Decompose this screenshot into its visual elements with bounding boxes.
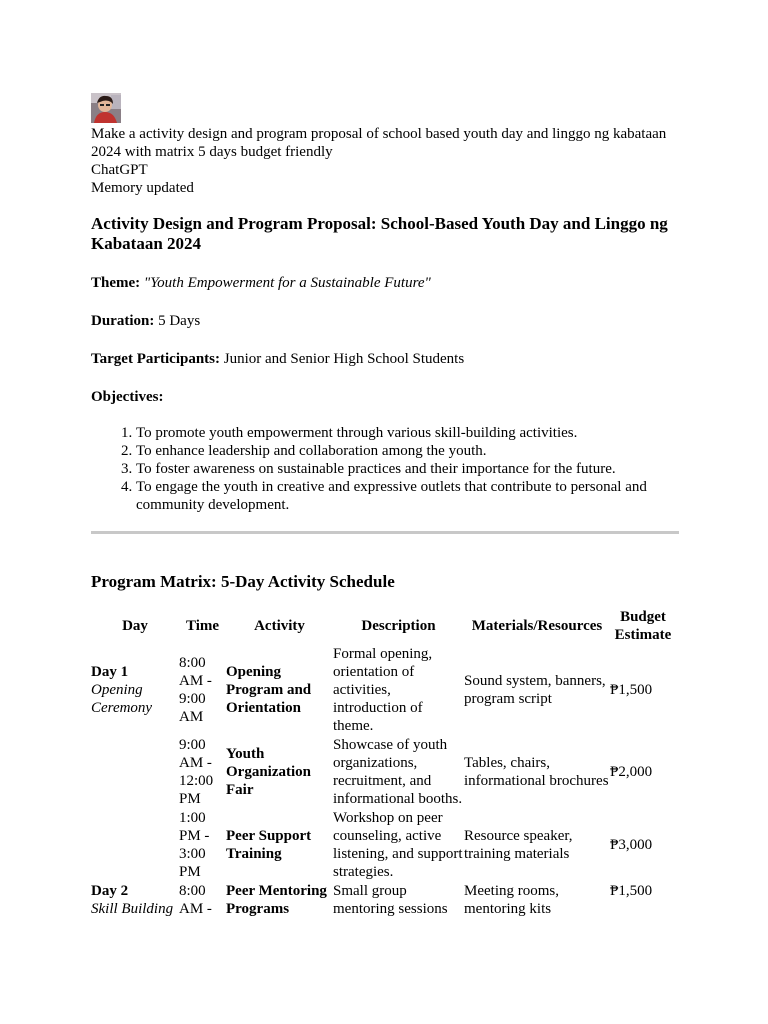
proposal-title: Activity Design and Program Proposal: School-Based Youth Day and Linggo ng Kabataan 2024 [91, 214, 668, 253]
table-row [91, 808, 676, 881]
table-header-row [91, 608, 676, 644]
cell-time: 8:00 AM - [179, 883, 212, 917]
cell-budget: ₱2,000 [610, 764, 653, 780]
cell-materials: Sound system, banners, program script [464, 673, 606, 707]
theme-field [91, 274, 679, 292]
column-header-description: Description [361, 618, 436, 634]
list-item: 4. To engage the youth in creative and expressive outlets that contribute to personal and community development. [136, 478, 679, 514]
cell-activity: Peer Support Training [226, 828, 312, 862]
theme-value: "Youth Empowerment for a Sustainable Future" [143, 275, 431, 291]
table-row [91, 735, 676, 808]
cell-time: 9:00 AM - 12:00 PM [179, 737, 214, 807]
column-header-budget: Budget Estimate [614, 609, 672, 643]
cell-budget: ₱3,000 [610, 837, 653, 853]
day-subtitle: Skill Building [91, 901, 174, 917]
participants-label: Target Participants: [91, 351, 221, 367]
list-item: 2. To enhance leadership and collaboration among the youth. [136, 442, 679, 460]
chat-transcript [91, 93, 679, 918]
cell-activity: Peer Mentoring Programs [226, 883, 327, 917]
day-label: Day 2 [91, 883, 129, 899]
day-subtitle: Opening Ceremony [91, 682, 153, 716]
cell-description: Showcase of youth organizations, recruitment, and informational booths. [333, 737, 463, 807]
program-matrix-table [91, 608, 676, 918]
column-header-time: Time [185, 618, 220, 634]
cell-day [91, 735, 179, 808]
matrix-title: Program Matrix: 5-Day Activity Schedule [91, 572, 395, 591]
cell-description: Formal opening, orientation of activities, introduction of theme. [333, 646, 433, 734]
cell-description: Small group mentoring sessions [333, 883, 448, 917]
duration-label: Duration: [91, 313, 155, 329]
user-avatar [91, 93, 121, 123]
cell-materials: Tables, chairs, informational brochures [464, 755, 609, 789]
cell-materials: Meeting rooms, mentoring kits [464, 883, 559, 917]
cell-day [91, 644, 179, 735]
cell-budget: ₱1,500 [610, 883, 653, 899]
day-label: Day 1 [91, 664, 129, 680]
table-row [91, 881, 676, 918]
theme-label: Theme: [91, 275, 141, 291]
section-divider [91, 531, 679, 534]
cell-day [91, 881, 179, 918]
duration-field [91, 312, 679, 330]
cell-time: 1:00 PM - 3:00 PM [179, 810, 210, 880]
cell-budget: ₱1,500 [610, 682, 653, 698]
user-prompt: Make a activity design and program proposal of school based youth day and linggo ng kabataan 2024 with matrix 5 days budget friendly [91, 126, 667, 160]
assistant-name: ChatGPT [91, 162, 148, 178]
cell-description: Workshop on peer counseling, active listening, and support strategies. [333, 810, 463, 880]
list-item: 3. To foster awareness on sustainable practices and their importance for the future. [136, 460, 679, 478]
list-item: 1. To promote youth empowerment through various skill-building activities. [136, 424, 679, 442]
column-header-day: Day [122, 618, 148, 634]
column-header-materials: Materials/Resources [471, 618, 603, 634]
table-row [91, 644, 676, 735]
cell-day [91, 808, 179, 881]
cell-activity: Youth Organization Fair [226, 746, 311, 798]
objectives-list [91, 424, 679, 514]
cell-time: 8:00 AM - 9:00 AM [179, 655, 212, 725]
cell-materials: Resource speaker, training materials [464, 828, 573, 862]
objectives-heading [91, 388, 679, 406]
column-header-activity: Activity [254, 618, 305, 634]
user-avatar-icon [91, 93, 121, 123]
objectives-label: Objectives: [91, 389, 164, 405]
cell-activity: Opening Program and Orientation [226, 664, 312, 716]
participants-field [91, 350, 679, 368]
duration-value: 5 Days [158, 313, 201, 329]
memory-status: Memory updated [91, 180, 194, 196]
participants-value: Junior and Senior High School Students [223, 351, 465, 367]
